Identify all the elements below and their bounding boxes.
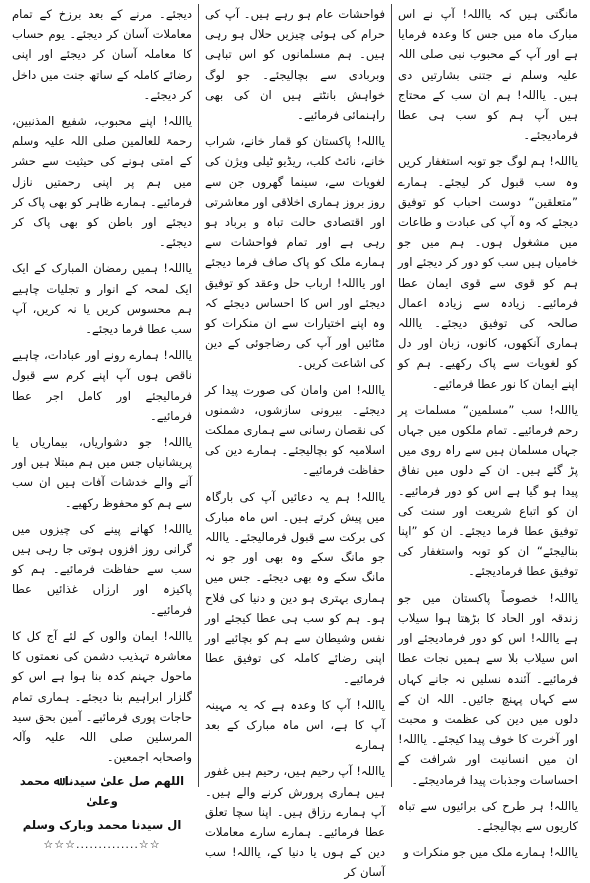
paragraph: یااللہ! جو دشواریاں، بیماریاں یا پریشانیاں جس میں ہم مبتلا ہیں اور آنے والے خدشات آفات ہیں ان سب سے ہم کو محفوظ رکھیے۔ — [12, 435, 192, 510]
paragraph: یااللہ! ہمیں رمضان المبارک کے ایک ایک لمحہ کے انوار و تجلیات چاہیے ہم محسوس کریں یا نہ کریں، آپ سب عطا فرما دیجئے۔ — [12, 261, 192, 337]
stars-divider: ☆☆☆..............☆☆ — [43, 838, 161, 852]
column-right — [392, 4, 584, 860]
paragraph: یااللہ! کھانے پینے کی چیزوں میں گرانی روز افزوں ہوتی جا رہی ہیں سب سے حفاظت فرمائیے۔ ہم کو پاکیزہ اور ارزاں غذائیں عطا فرمائیے۔ — [12, 521, 192, 617]
paragraph: یااللہ! ہمارے رونے اور عبادات، چاہیے ناقص ہوں آپ اپنے کرم سے قبول فرمالیجئے اور کامل اجر عطا فرمائیے۔ — [12, 348, 192, 423]
paragraph: یااللہ! آپ رحیم ہیں، رحیم ہیں غفور ہیں ہماری پرورش کرنے والے ہیں۔ آپ ہمارے رزاق ہیں۔ اپنا سچا تعلق عطا فرمائیے۔ ہمارے سارے معاملات دین کے ہوں یا دنیا کے، یااللہ! سب آسان کر — [205, 764, 385, 880]
paragraph: یااللہ! ہمارے ملک میں جو منکرات و — [403, 845, 578, 860]
paragraph: یااللہ! ہر طرح کی برائیوں سے تباہ کاریوں سے بچالیجئے۔ — [398, 798, 578, 833]
column-left — [6, 4, 199, 852]
paragraph: یااللہ! آپ کا وعدہ ہے کہ یہ مہینہ آپ کا ہے، اس ماہ مبارک کے بعد ہمارے — [205, 697, 385, 753]
paragraph: یااللہ! ہم لوگ جو توبہ استغفار کریں وہ سب قبول کر لیجئے۔ ہمارے ”متعلقین“ دوست احباب کو توفیق دیجئے کہ وہ آپ کی عبادت و طاعات میں مشغول ہوں۔ ہم میں جو خامیاں ہیں سب کو دور کر دیجئے اور ہم کو قوی سے قوی ایمان عطا فرمائیے۔ زیادہ سے زیادہ اعمال صالحہ کی توفیق دیجئے۔ یااللہ ہماری آنکھوں، کانوں، زبان اور دل کو لغویات سے پاک رکھیے۔ ہم کو اپنے ایمان کا نور عطا فرمائیے۔ — [398, 154, 578, 391]
column-middle — [199, 4, 392, 880]
paragraph: یااللہ! امن وامان کی صورت پیدا کر دیجئے۔ بیرونی سازشوں، دشمنوں کی نقصان رسانی سے ہماری مملکت اسلامیہ کو بچالیجئے۔ ہمارے دین کی حفاظت فرمائیے۔ — [205, 382, 385, 478]
paragraph: یااللہ! ہم یہ دعائیں آپ کی بارگاہ میں پیش کرتے ہیں۔ اس ماہ مبارک کی برکت سے قبول فرمالیجئے۔ یااللہ جو مانگ سکے وہ بھی اور جو نہ مانگ سکے وہ بھی دیجئے۔ جس میں ہماری بہتری ہو دین و دنیا کی فلاح ہو۔ ہم کو سب ہی عطا کیجئے اور نفس وشیطان سے ہم کو بچائیے اور اپنی رضائے کاملہ کی توفیق عطا فرمائیے۔ — [205, 489, 385, 686]
paragraph: فواحشات عام ہو رہے ہیں۔ آپ کی حرام کی ہوئی چیزیں حلال ہو رہی ہیں۔ ہم مسلمانوں کو اس تباہی وبربادی سے بچالیجئے۔ جو لوگ خواہش بانٹتے ہیں ان کی بھی راہنمائی فرمائیے۔ — [205, 7, 385, 123]
paragraph: یااللہ! سب ”مسلمین“ مسلمات پر رحم فرمائیے۔ تمام ملکوں میں جہاں جہاں مسلمان ہیں سے راہ روی میں پڑ گئے ہیں۔ ان کے دلوں میں نفاق پیدا ہو گیا ہے اس کو دور فرمائیے۔ ان کو اتباع شریعت اور سنت کی توفیق عطا فرما دیجئے۔ ان کو ”اپنا بنالیجئے“ ان کو توبہ واستغفار کی توفیق عطا فرمادیجئے۔ — [398, 402, 578, 579]
paragraph: یااللہ! ایمان والوں کے لئے آج کل کا معاشرہ تہذیب دشمن کی نعمتوں کا ماحول جہنم کدہ بنا ہوا ہے اس کو گلزار ابراہیم بنا دیجئے۔ ہماری تمام حاجات پوری فرمائیے۔ آمین بحق سید المرسلین صلی اللہ علیہ وآلہ واصحابہ اجمعین۔ — [12, 628, 192, 765]
paragraph: دیجئے۔ مرنے کے بعد برزخ کے تمام معاملات آسان کر دیجئے۔ یوم حساب کا معاملہ آسان کر دیجئے اور اپنی رضائے کاملہ کے ساتھ جنت میں داخل کر دیجئے۔ — [12, 7, 192, 102]
paragraph: مانگتی ہیں کہ یااللہ! آپ نے اس مبارک ماہ میں جس کا وعدہ فرمایا ہے اور آپ کے محبوب نبی صلی اللہ علیہ وسلم نے جتنی بشارتیں دی ہیں۔ یااللہ! ہم ان سب کے محتاج ہیں آپ ہم کو سب ہی عطا فرمادیجئے۔ — [398, 7, 578, 143]
paragraph: یااللہ! اپنے محبوب، شفیع المذنبین، رحمۃ للعالمین صلی اللہ علیہ وسلم کے امتی ہونے کی حیثیت سے حشر میں ہم پر اپنی رحمتیں نازل فرمائیے۔ ہمارے ظاہر کو بھی پاک کر دیجئے اور باطن کو بھی پاک کر دیجئے۔ — [12, 114, 192, 250]
paragraph: یااللہ! پاکستان کو قمار خانے، شراب خانے، نائٹ کلب، ریڈیو ٹیلی ویژن کی لغویات سے، سینما گھروں جن سے روز بروز ہماری اخلاقی اور معاشرتی اور اقتصادی حالت تباہ و برباد ہو رہی ہے اور تمام فواحشات سے ہمارے ملک کو پاک صاف فرما دیجئے اور یااللہ! ارباب حل وعقد کو توفیق دیجئے اور اس کا احساس دیجئے کہ وہ اپنے اختیارات سے ان منکرات کو مٹائیں اور آپ کی رضاجوئی کے دین کی اشاعت کریں۔ — [205, 134, 385, 371]
durood-line: اللھم صل علیٰ سیدنا ﷲ محمد وعلیٰ — [19, 774, 185, 809]
durood-line: ال سیدنا محمد وبارک وسلم — [22, 818, 182, 833]
paragraph: یااللہ! خصوصاً پاکستان میں جو زندقہ اور الحاد کا بڑھتا ہوا سیلاب ہے یااللہ! اس کو دور فرمادیجئے اور اس سیلاب بلا سے ہمیں نجات عطا فرمائیے۔ آئندہ نسلیں نہ جانے کہاں سے کہاں پہنچ جائیں۔ اللہ ان کے دلوں میں دین کی عظمت و محبت اور آخرت کا خوف پیدا کیجئے۔ یااللہ! ان میں انسانیت اور شرافت کے احساسات وجذبات پیدا فرمادیجئے۔ — [398, 590, 578, 787]
